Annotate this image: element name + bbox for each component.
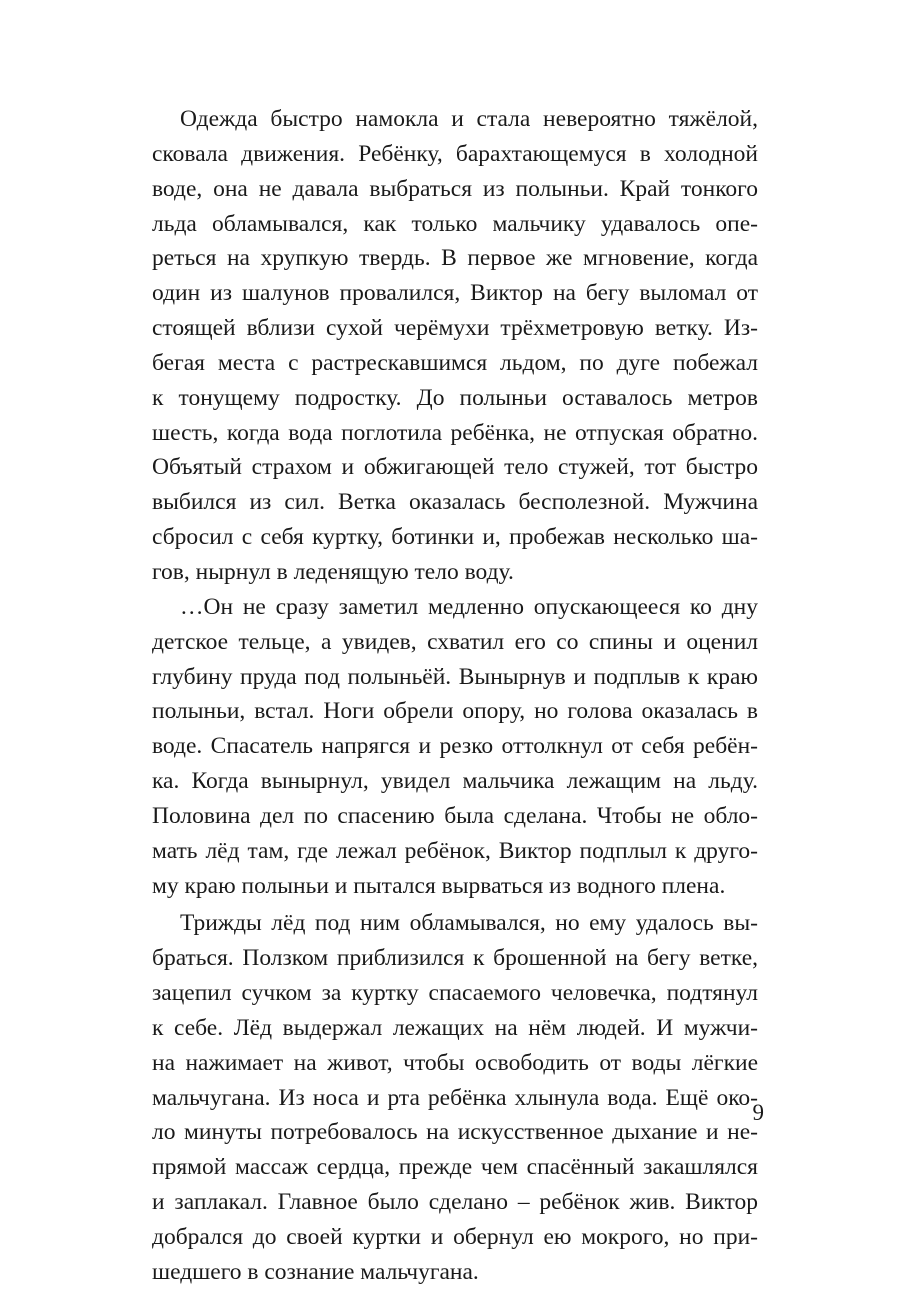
- text-line: мать лёд там, где лежал ребёнок, Виктор подплыл к друго-: [152, 837, 758, 864]
- text-line: ка. Когда вынырнул, увидел мальчика лежащим на льду.: [152, 768, 758, 795]
- text-line: к тонущему подростку. До полыньи оставалось метров: [152, 384, 758, 411]
- text-line: один из шалунов провалился, Виктор на бегу выломал от: [152, 280, 758, 307]
- text-line: му краю полыньи и пытался вырваться из водного плена.: [152, 872, 726, 899]
- text-line: воде, она не давала выбраться из полыньи. Край тонкого: [152, 175, 758, 202]
- text-line: детское тельце, а увидев, схватил его со спины и оценил: [152, 628, 758, 655]
- text-line: воде. Спасатель напрягся и резко оттолкнул от себя ребён-: [152, 733, 758, 760]
- text-line: бегая места с растрескавшимся льдом, по дуге побежал: [152, 349, 758, 376]
- body-text: [152, 102, 758, 1290]
- text-line: сбросил с себя куртку, ботинки и, пробежав несколько ша-: [152, 524, 758, 551]
- text-line: сковала движения. Ребёнку, барахтающемуся в холодной: [152, 140, 758, 167]
- page-number: 9: [752, 1100, 764, 1125]
- text-line: браться. Ползком приблизился к брошенной на бегу ветке,: [152, 945, 758, 972]
- text-line: глубину пруда под полыньёй. Вынырнув и подплыв к краю: [152, 663, 758, 690]
- text-line: ло минуты потребовалось на искусственное дыхание и не-: [152, 1119, 758, 1146]
- text-line: шесть, когда вода поглотила ребёнка, не отпуская обратно.: [152, 419, 758, 446]
- text-line: зацепил сучком за куртку спасаемого человечка, подтянул: [152, 980, 758, 1007]
- text-line: стоящей вблизи сухой черёмухи трёхметровую ветку. Из-: [152, 315, 758, 342]
- text-line: Объятый страхом и обжигающей тело стужей, тот быстро: [152, 454, 758, 481]
- text-line: к себе. Лёд выдержал лежащих на нём людей. И мужчи-: [152, 1014, 758, 1041]
- text-line: и заплакал. Главное было сделано – ребёнок жив. Виктор: [152, 1189, 758, 1216]
- text-line: добрался до своей куртки и обернул ею мокрого, но при-: [152, 1224, 758, 1250]
- text-line: шедшего в сознание мальчугана.: [152, 1258, 479, 1285]
- text-line: …Он не сразу заметил медленно опускающееся ко дну: [180, 593, 758, 620]
- text-line: выбился из сил. Ветка оказалась бесполезной. Мужчина: [152, 489, 758, 516]
- text-line: полыньи, встал. Ноги обрели опору, но голова оказалась в: [152, 698, 758, 725]
- text-line: прямой массаж сердца, прежде чем спасённый закашлялся: [152, 1154, 758, 1181]
- text-line: льда обламывался, как только мальчику удавалось опе-: [152, 210, 758, 237]
- text-line: мальчугана. Из носа и рта ребёнка хлынула вода. Ещё око-: [152, 1084, 758, 1111]
- text-line: реться на хрупкую твердь. В первое же мгновение, когда: [152, 245, 758, 272]
- text-line: Одежда быстро намокла и стала невероятно тяжёлой,: [180, 106, 758, 132]
- text-line: гов, нырнул в леденящую тело воду.: [152, 558, 514, 585]
- text-line: Половина дел по спасению была сделана. Чтобы не обло-: [152, 802, 758, 829]
- text-line: Трижды лёд под ним обламывался, но ему удалось вы-: [180, 910, 758, 937]
- text-line: на нажимает на живот, чтобы освободить от воды лёгкие: [152, 1049, 758, 1076]
